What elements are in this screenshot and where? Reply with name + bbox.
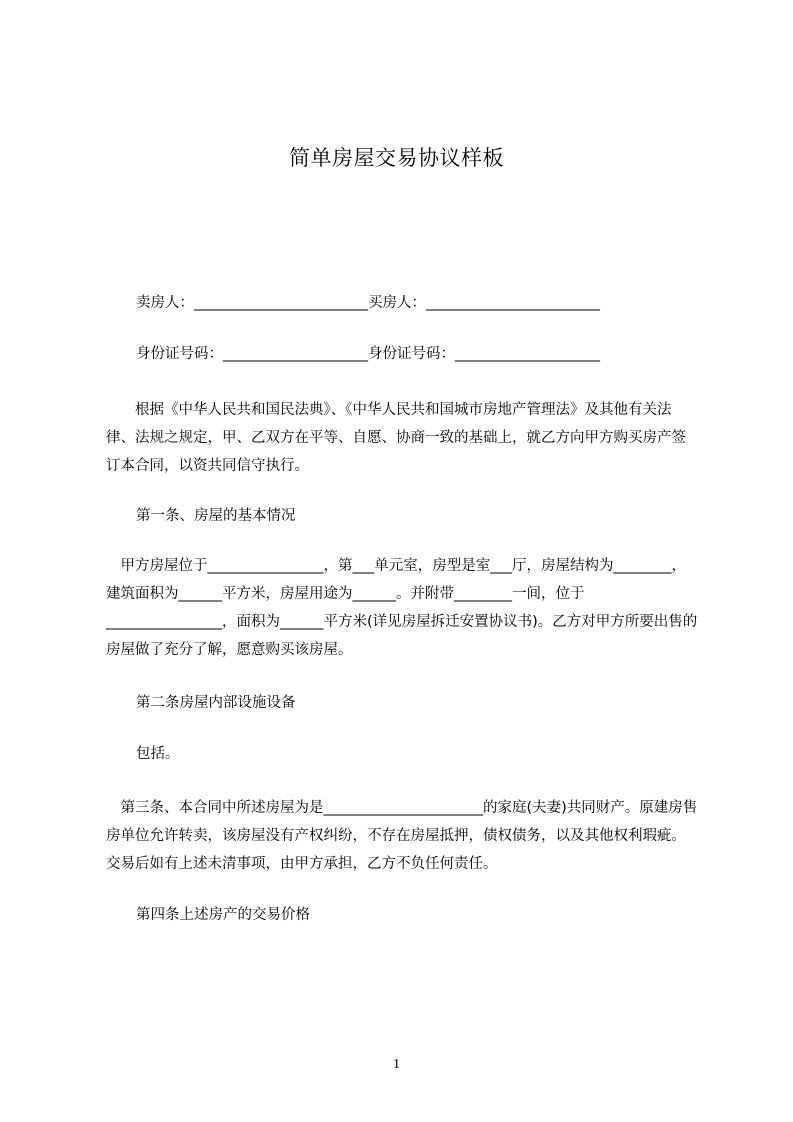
preamble-paragraph: 根据《中华人民共和国民法典》、《中华人民共和国城市房地产管理法》及其他有关法律、法规之规定，甲、乙双方在平等、自愿、协商一致的基础上，就乙方向甲方购买房产签订本合同，以资共同信守执行。 xyxy=(106,402,686,474)
article-2-body: 包括。 xyxy=(136,746,180,762)
parties-line: 卖房人：________________________买房人：________________________ xyxy=(136,295,600,311)
document-title: 简单房屋交易协议样板 xyxy=(289,146,504,170)
article-1-heading: 第一条、房屋的基本情况 xyxy=(136,508,296,524)
article-1-body: 甲方房屋位于________________，第___单元室，房型是室___厅，房屋结构为________，建筑面积为______平方米，房屋用途为______。并附带________一间，位于________________，面积为______平方米(详见房屋拆迁安置协议书)。乙方对甲方所要出售的房屋做了充分了解，愿意购买该房屋。 xyxy=(106,558,698,658)
article-2-heading: 第二条房屋内部设施设备 xyxy=(136,695,296,711)
page-number: 1 xyxy=(393,1057,400,1072)
article-3-body: 第三条、本合同中所述房屋为是______________________的家庭(夫妻)共同财产。原建房售房单位允许转卖，该房屋没有产权纠纷，不存在房屋抵押，债权债务，以及其他权利瑕疵。交易后如有上述未清事项，由甲方承担，乙方不负任何责任。 xyxy=(106,800,698,872)
id-number-line: 身份证号码：____________________身份证号码：____________________ xyxy=(136,346,600,362)
article-4-heading: 第四条上述房产的交易价格 xyxy=(136,907,310,923)
